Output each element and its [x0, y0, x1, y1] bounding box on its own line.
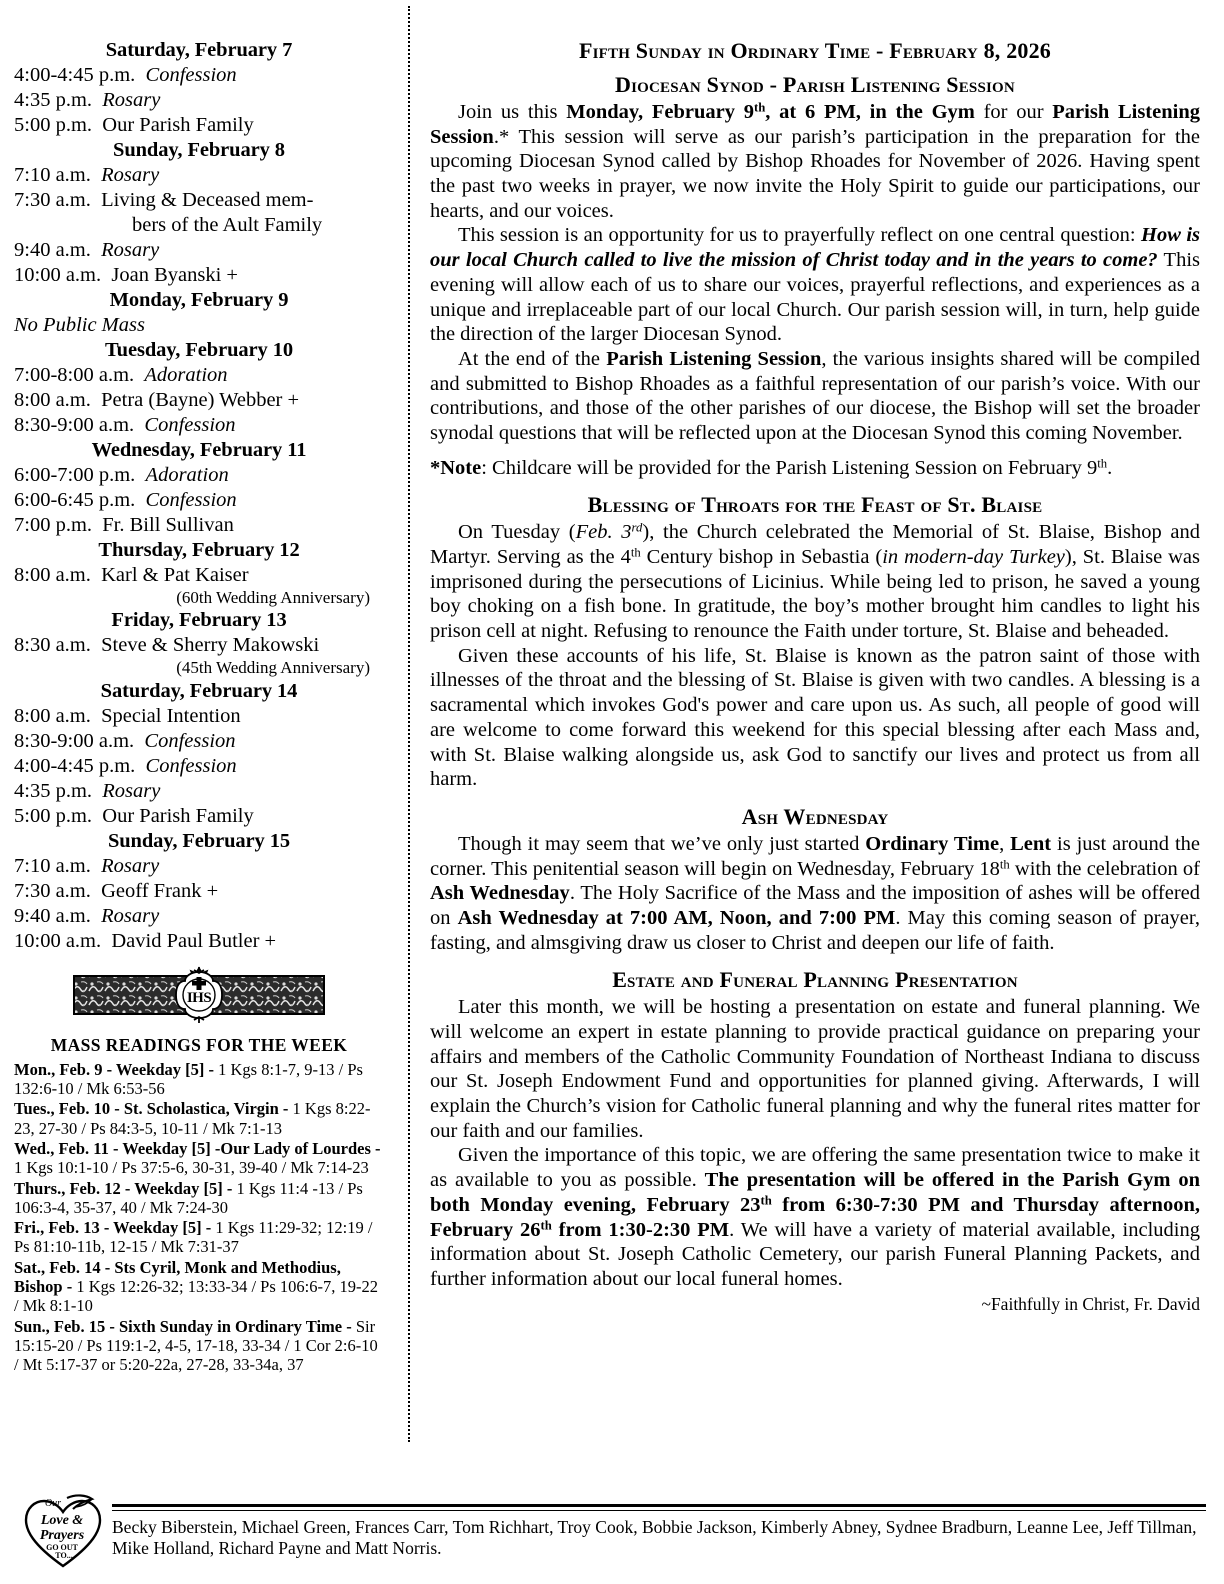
- schedule-entry-intention: Rosary: [101, 854, 160, 877]
- blaise-paragraph-1: On Tuesday (Feb. 3rd), the Church celebrated the Memorial of St. Blaise, Bishop and Martyr. Serving as the 4th Century bishop in Sebastia (in modern-day Turkey), St. Blaise was imprisoned during the persecutions of Licinius. While being led to prison, he saved a young boy choking on a fish bone. In gratitude, the boy’s mother brought him candles to light his prison cell at night. Refusing to renounce the Faith under torture, St. Blaise and beheaded.: [430, 520, 1200, 643]
- schedule-entry-intention: Petra (Bayne) Webber +: [101, 389, 300, 411]
- ash-paragraph-1: Though it may seem that we’ve only just started Ordinary Time, Lent is just around the corner. This penitential season will begin on Wednesday, February 18th with the celebration of Ash Wednesday. The Holy Sacrifice of the Mass and the imposition of ashes will be offered on Ash Wednesday at 7:00 AM, Noon, and 7:00 PM. May this coming season of prayer, fasting, and almsgiving draw us closer to Christ and deepen our life of faith.: [430, 832, 1201, 954]
- schedule-entry-intention: Steve & Sherry Makowski: [101, 634, 320, 657]
- schedule-entry-time: 7:30 a.m.: [14, 879, 91, 902]
- schedule-entry-intention: Rosary: [101, 904, 160, 927]
- schedule-day-heading: Friday, February 13: [111, 609, 287, 632]
- footer-names-block: [106, 1490, 1206, 1559]
- logo-line-4: TO...: [55, 1551, 73, 1560]
- schedule-entry: [14, 704, 384, 729]
- schedule-entry-time: 7:00-8:00 a.m.: [14, 364, 135, 386]
- estate-paragraph-2: Given the importance of this topic, we are offering the same presentation twice to make it as available to you as possible. The presentation will be offered in the Parish Gym on both Monday evening, February 23th from 6:30-7:30 PM and Thursday afternoon, February 26th from 1:30-2:30 PM. We will have a variety of material available, including information about St. Joseph Catholic Cemetery, our parish Funeral Planning Packets, and further information about our local funeral homes.: [430, 1144, 1200, 1290]
- schedule-entry-time: 7:00 p.m.: [14, 514, 93, 536]
- schedule-entry-intention: Confession: [144, 414, 236, 436]
- mass-reading-item: [14, 1258, 384, 1316]
- schedule-entry-intention: Rosary: [102, 779, 161, 802]
- mass-reading-item: [14, 1139, 384, 1178]
- mass-reading-label: Wed., Feb. 11 - Weekday [5] -Our Lady of Lourdes -: [14, 1138, 381, 1158]
- schedule-entry-intention: Adoration: [145, 464, 229, 486]
- section-heading-synod: Diocesan Synod - Parish Listening Session: [615, 72, 1015, 97]
- spacer: [430, 446, 1200, 456]
- schedule-entry-time: 8:30-9:00 a.m.: [14, 414, 135, 436]
- logo-line-0: Our: [44, 1498, 62, 1509]
- schedule-entry: [14, 729, 384, 754]
- schedule-entry-continuation: bers of the Ault Family: [132, 214, 323, 236]
- schedule-entry-intention: Special Intention: [101, 704, 241, 727]
- schedule-entry: [14, 779, 384, 804]
- schedule-entry: [14, 563, 384, 588]
- schedule-entry-intention: Confession: [145, 754, 237, 777]
- schedule-entry-time: 8:30 a.m.: [14, 634, 91, 657]
- svg-text:IHS: IHS: [186, 989, 212, 1006]
- schedule-entry-time: 9:40 a.m.: [14, 239, 91, 261]
- mass-reading-citations: 1 Kgs 11:29-32; 12:19 / Ps 81:10-11b, 12-15 / Mk 7:31-37: [14, 1218, 373, 1257]
- schedule-day-heading: Tuesday, February 10: [104, 339, 294, 361]
- schedule-entry-intention: Confession: [145, 64, 237, 86]
- schedule-entry: [14, 188, 384, 213]
- schedule-entry-intention: Our Parish Family: [102, 804, 254, 827]
- schedule-entry-time: 4:35 p.m.: [14, 89, 93, 111]
- schedule-entry-time: 8:00 a.m.: [14, 389, 91, 411]
- schedule-entry-time: 7:10 a.m.: [14, 854, 91, 877]
- schedule-entry-time: 10:00 a.m.: [14, 929, 102, 952]
- mass-reading-citations: 1 Kgs 8:22-23, 27-30 / Ps 84:3-5, 10-11 / Mk 7:1-13: [14, 1099, 371, 1138]
- logo-line-3: GO OUT: [46, 1543, 78, 1552]
- synod-childcare-note: *Note: Childcare will be provided for the Parish Listening Session on February 9th.: [430, 456, 1113, 479]
- schedule-entry-intention: Confession: [144, 729, 236, 752]
- footer-divider-rule: [112, 1504, 1206, 1511]
- mass-reading-label: Thurs., Feb. 12 - Weekday [5] -: [14, 1178, 233, 1198]
- logo-line-2: Prayers: [39, 1528, 85, 1543]
- schedule-entry: [14, 263, 384, 288]
- prayer-list-footer: [0, 1484, 1224, 1584]
- schedule-entry-intention: Karl & Pat Kaiser: [101, 564, 249, 586]
- schedule-entry-time: 7:10 a.m.: [14, 164, 91, 186]
- mass-reading-item: [14, 1179, 384, 1218]
- schedule-entry: [14, 754, 384, 779]
- mass-readings-list: [14, 1060, 384, 1375]
- schedule-entry-intention: Our Parish Family: [102, 114, 254, 136]
- schedule-entry-time: 6:00-6:45 p.m.: [14, 489, 136, 511]
- schedule-entry-time: 7:30 a.m.: [14, 189, 91, 211]
- schedule-entry-time: 8:00 a.m.: [14, 704, 91, 727]
- mass-reading-item: [14, 1317, 384, 1375]
- schedule-entry: [14, 513, 384, 538]
- schedule-day-heading: Sunday, February 8: [113, 139, 285, 161]
- schedule-entry: [14, 463, 384, 488]
- schedule-entry: [14, 388, 384, 413]
- schedule-day-heading: Saturday, February 14: [100, 679, 298, 702]
- section-heading-ash-wednesday: Ash Wednesday: [741, 803, 889, 829]
- pastor-signoff: ~Faithfully in Christ, Fr. David: [981, 1293, 1200, 1314]
- mass-reading-label: Sun., Feb. 15 - Sixth Sunday in Ordinary Time -: [14, 1316, 352, 1336]
- schedule-day-heading: Wednesday, February 11: [91, 439, 307, 461]
- schedule-entry-intention: David Paul Butler +: [111, 929, 277, 952]
- schedule-entry-intention: Geoff Frank +: [101, 879, 219, 902]
- synod-paragraph-3: At the end of the Parish Listening Session, the various insights shared will be compiled and submitted to Bishop Rhoades as a faithful representation of our parish’s voice. With our contributions, and those of the other parishes of our diocese, the Bishop will set the broader synodal questions that will be reflected upon at the Diocesan Synod this coming November.: [430, 347, 1200, 444]
- schedule-entry: [14, 879, 384, 904]
- mass-reading-label: Tues., Feb. 10 - St. Scholastica, Virgin -: [14, 1099, 289, 1119]
- prayer-names-list: Becky Biberstein, Michael Green, Frances Carr, Tom Richhart, Troy Cook, Bobbie Jackson, Kimberly Abney, Sydnee Bradburn, Leanne Lee, Jeff Tillman, Mike Holland, Richard Payne and Matt Norris.: [112, 1517, 1197, 1558]
- schedule-entry-time: 5:00 p.m.: [14, 804, 93, 827]
- mass-reading-item: [14, 1099, 384, 1138]
- schedule-day-heading: Thursday, February 12: [98, 539, 300, 561]
- schedule-day-heading: Monday, February 9: [109, 289, 289, 311]
- schedule-entry-time: 4:35 p.m.: [14, 779, 93, 802]
- schedule-entry-intention: Rosary: [102, 89, 161, 111]
- schedule-entry: [14, 88, 384, 113]
- blaise-paragraph-2: Given these accounts of his life, St. Blaise is known as the patron saint of those with illnesses of the throat and the blessing of St. Blaise is given with two candles. A blessing is a sacramental which invokes God's power and care upon us. As such, all people of good will are welcome to come forward this weekend for this special blessing after each Mass and, with St. Blaise walking alongside us, ask God to sanctify our lives and protect us from all harm.: [430, 644, 1200, 791]
- ihs-ornament-container: [14, 966, 384, 1029]
- schedule-no-mass-note: No Public Mass: [14, 314, 145, 336]
- schedule-entry-intention: Fr. Bill Sullivan: [102, 514, 234, 536]
- mass-schedule-list: [14, 38, 384, 954]
- schedule-entry-intention: Rosary: [101, 164, 160, 186]
- mass-reading-citations: 1 Kgs 10:1-10 / Ps 37:5-6, 30-31, 39-40 / Mk 7:14-23: [14, 1158, 369, 1178]
- schedule-entry: [14, 854, 384, 879]
- schedule-entry: [14, 238, 384, 263]
- page-title: Fifth Sunday in Ordinary Time - February 8, 2026: [578, 38, 1051, 63]
- section-heading-estate-planning: Estate and Funeral Planning Presentation: [612, 967, 1018, 993]
- schedule-entry-intention: Joan Byanski +: [111, 264, 238, 286]
- schedule-entry: [14, 163, 384, 188]
- schedule-entry-time: 4:00-4:45 p.m.: [14, 754, 136, 777]
- schedule-entry: [14, 488, 384, 513]
- schedule-entry-intention: Adoration: [144, 364, 228, 386]
- schedule-entry-intention: Confession: [145, 489, 237, 511]
- mass-reading-citations: 1 Kgs 12:26-32; 13:33-34 / Ps 106:6-7, 19-22 / Mk 8:1-10: [14, 1277, 378, 1316]
- schedule-day-heading: Saturday, February 7: [105, 39, 293, 61]
- schedule-entry: [14, 413, 384, 438]
- schedule-entry-time: 6:00-7:00 p.m.: [14, 464, 136, 486]
- schedule-entry: [14, 804, 384, 829]
- schedule-entry: [14, 929, 384, 954]
- schedule-entry-time: 8:30-9:00 a.m.: [14, 729, 135, 752]
- mass-reading-item: [14, 1060, 384, 1099]
- mass-reading-citations: 1 Kgs 8:1-7, 9-13 / Ps 132:6-10 / Mk 6:53-56: [14, 1059, 363, 1099]
- mass-reading-label: Sat., Feb. 14 - Sts Cyril, Monk and Methodius, Bishop -: [14, 1257, 341, 1297]
- mass-reading-item: [14, 1218, 384, 1257]
- schedule-entry-note: (45th Wedding Anniversary): [176, 658, 370, 678]
- schedule-entry: [14, 113, 384, 138]
- schedule-entry-intention: Living & Deceased mem-: [101, 189, 314, 211]
- column-divider: [398, 0, 420, 1484]
- ihs-christogram-banner-icon: [72, 966, 326, 1024]
- section-heading-blaise: Blessing of Throats for the Feast of St. Blaise: [587, 492, 1043, 518]
- schedule-entry: [14, 904, 384, 929]
- schedule-entry-intention: Rosary: [101, 239, 160, 261]
- schedule-entry: [14, 633, 384, 658]
- synod-paragraph-2: This session is an opportunity for us to prayerfully reflect on one central question: How is our local Church called to live the mission of Christ today and in the years to come? This evening will allow each of us to share our voices, prayerful reflections, and experiences as a unique and irreplaceable part of our local Church. Our parish session will, in turn, help guide the direction of the larger Diocesan Synod.: [430, 224, 1201, 346]
- schedule-entry-note: (60th Wedding Anniversary): [176, 588, 370, 607]
- mass-schedule-column: [0, 0, 398, 1376]
- mass-reading-label: Mon., Feb. 9 - Weekday [5] -: [14, 1059, 214, 1079]
- articles-column: [420, 0, 1224, 1315]
- estate-paragraph-1: Later this month, we will be hosting a presentation on estate and funeral planning. We will welcome an expert in estate planning to provide practical guidance on preparing your affairs and members of the Catholic Community Foundation of Northeast Indiana to discuss our St. Joseph Endowment Fund and opportunities for planned giving. Afterwards, I will explain the Church’s vision for Catholic funeral planning and why the funeral rites matter for our faith and our families.: [430, 996, 1200, 1142]
- schedule-entry: [14, 63, 384, 88]
- schedule-entry-time: 8:00 a.m.: [14, 564, 91, 586]
- schedule-entry: [14, 363, 384, 388]
- mass-reading-citations: Sir 15:15-20 / Ps 119:1-2, 4-5, 17-18, 33-34 / 1 Cor 2:6-10 / Mt 5:17-37 or 5:20-22a, 27-28, 33-34a, 37: [14, 1316, 378, 1375]
- schedule-day-heading: Sunday, February 15: [107, 829, 291, 852]
- schedule-entry-time: 4:00-4:45 p.m.: [14, 64, 136, 86]
- mass-reading-label: Fri., Feb. 13 - Weekday [5] -: [14, 1218, 212, 1238]
- schedule-entry-time: 10:00 a.m.: [14, 264, 102, 286]
- mass-readings-title: MASS READINGS FOR THE WEEK: [50, 1034, 348, 1055]
- mass-reading-citations: 1 Kgs 11:4 -13 / Ps 106:3-4, 35-37, 40 / Mk 7:24-30: [14, 1178, 363, 1217]
- synod-paragraph-1: Join us this Monday, February 9th, at 6 PM, in the Gym for our Parish Listening Session.* This session will serve as our parish’s participation in the preparation for the upcoming Diocesan Synod called by Bishop Rhoades for November of 2026. Having spent the past two weeks in prayer, we now invite the Holy Spirit to guide our participations, our hearts, and our voices.: [430, 100, 1200, 222]
- schedule-entry-time: 9:40 a.m.: [14, 904, 91, 927]
- schedule-entry-time: 5:00 p.m.: [14, 114, 93, 136]
- love-and-prayers-heart-icon: [20, 1492, 106, 1572]
- logo-line-1: Love &: [40, 1513, 84, 1528]
